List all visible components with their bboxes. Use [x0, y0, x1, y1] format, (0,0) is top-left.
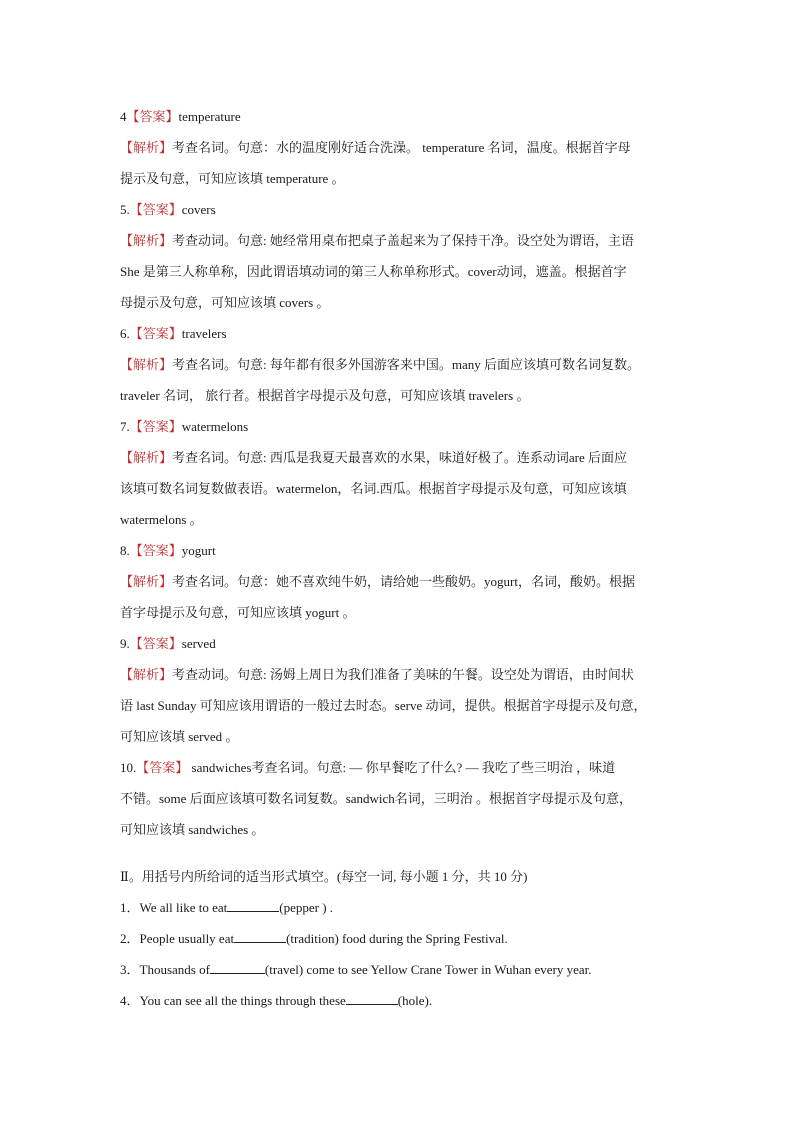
answer-line [120, 132, 676, 163]
answer-tag: 【解析】 [120, 140, 173, 155]
answer-tag: 【解析】 [120, 357, 173, 372]
answer-tag: 【答案】 [126, 109, 179, 124]
answer-line [120, 659, 676, 690]
answer-text: 提示及句意，可知应该填 temperature 。 [120, 171, 345, 186]
answer-text: watermelons 。 [120, 512, 203, 527]
answer-tag: 【答案】 [129, 636, 182, 651]
answer-line [120, 380, 676, 411]
question-number: 7. [120, 419, 130, 434]
answer-text: 考查名词。句意：她不喜欢纯牛奶，请给她一些酸奶。yogurt，名词，酸奶。根据 [172, 574, 635, 589]
answer-text: yogurt [181, 543, 216, 558]
exercise-prompt: 3．Thousands of [120, 962, 210, 977]
answer-line [120, 194, 676, 225]
exercise-item [120, 892, 676, 923]
answer-text: sandwiches考查名词。句意: — 你早餐吃了什么? — 我吃了些三明治 ，味道 [188, 760, 616, 775]
answer-line [120, 597, 676, 628]
answer-text: temperature [178, 109, 241, 124]
answer-text: 考查动词。句意: 汤姆上周日为我们准备了美味的午餐。设空处为谓语，由时间状 [172, 667, 634, 682]
question-number: 9. [120, 636, 130, 651]
exercise-hint: (pepper ) . [279, 900, 334, 915]
answer-text: served [181, 636, 216, 651]
answer-text: 不错。some 后面应该填可数名词复数。sandwich名词，三明治 。根据首字母提示及句意， [120, 791, 633, 806]
answer-tag: 【解析】 [120, 450, 173, 465]
answer-tag: 【答案】 [136, 760, 189, 775]
answer-line [120, 783, 676, 814]
question-number: 10. [120, 760, 137, 775]
answer-blank [210, 961, 265, 974]
answer-block [120, 411, 676, 535]
answer-text: 首字母提示及句意，可知应该填 yogurt 。 [120, 605, 356, 620]
answer-text: 考查名词。句意: 西瓜是我夏天最喜欢的水果，味道好极了。连系动词are 后面应 [172, 450, 627, 465]
answer-line [120, 566, 676, 597]
question-number: 6. [120, 326, 130, 341]
answer-tag: 【解析】 [120, 667, 173, 682]
answer-tag: 【答案】 [129, 326, 182, 341]
answer-blank [346, 992, 398, 1005]
answer-text: covers [181, 202, 216, 217]
answer-blank [227, 899, 279, 912]
answer-text: 母提示及句意，可知应该填 covers 。 [120, 295, 330, 310]
answer-line [120, 473, 676, 504]
answer-line [120, 287, 676, 318]
answer-tag: 【解析】 [120, 574, 173, 589]
exercise-hint: (tradition) food during the Spring Festival. [286, 931, 508, 946]
answer-block [120, 628, 676, 752]
answer-line [120, 535, 676, 566]
answer-text: 考查名词。句意：水的温度刚好适合洗澡。 temperature 名词，温度。根据首字母 [172, 140, 631, 155]
answer-text: 该填可数名词复数做表语。watermelon，名词.西瓜。根据首字母提示及句意，可知应该填 [120, 481, 627, 496]
answer-tag: 【答案】 [129, 419, 182, 434]
answer-line [120, 628, 676, 659]
answer-line [120, 256, 676, 287]
answer-line [120, 504, 676, 535]
answer-line [120, 721, 676, 752]
exercise-prompt: 2．People usually eat [120, 931, 235, 946]
answer-text: She 是第三人称单称，因此谓语填动词的第三人称单称形式。cover动词，遮盖。根据首字 [120, 264, 627, 279]
answer-text: traveler 名词， 旅行者。根据首字母提示及句意，可知应该填 travelers 。 [120, 388, 530, 403]
answer-line [120, 411, 676, 442]
answer-line [120, 814, 676, 845]
answer-text: 语 last Sunday 可知应该用谓语的一般过去时态。serve 动词，提供。根据首字母提示及句意， [120, 698, 647, 713]
exercise-item [120, 985, 676, 1016]
answer-line [120, 349, 676, 380]
answer-text: 可知应该填 sandwiches 。 [120, 822, 265, 837]
answer-line [120, 318, 676, 349]
answer-line [120, 690, 676, 721]
answer-line [120, 225, 676, 256]
question-number: 5. [120, 202, 130, 217]
exercise-item [120, 954, 676, 985]
answer-tag: 【答案】 [129, 202, 182, 217]
answer-block [120, 194, 676, 318]
exercise-prompt: 1．We all like to eat [120, 900, 228, 915]
answer-tag: 【解析】 [120, 233, 173, 248]
section-title: Ⅱ。用括号内所给词的适当形式填空。(每空一词, 每小题 1 分，共 10 分) [120, 869, 528, 884]
exercise-hint: (travel) come to see Yellow Crane Tower in Wuhan every year. [264, 962, 592, 977]
answer-tag: 【答案】 [129, 543, 182, 558]
answer-line [120, 752, 676, 783]
exercise-prompt: 4．You can see all the things through these [120, 993, 346, 1008]
answer-line [120, 163, 676, 194]
answer-block [120, 318, 676, 411]
answer-line [120, 442, 676, 473]
answer-content [120, 101, 676, 1016]
answer-block [120, 535, 676, 628]
answer-block [120, 101, 676, 194]
question-number: 8. [120, 543, 130, 558]
exercise-item [120, 923, 676, 954]
answer-block [120, 752, 676, 845]
answer-text: watermelons [181, 419, 249, 434]
answer-text: 可知应该填 served 。 [120, 729, 239, 744]
answer-line [120, 101, 676, 132]
answer-text: 考查动词。句意: 她经常用桌布把桌子盖起来为了保持干净。设空处为谓语，主语 [172, 233, 634, 248]
answer-text: travelers [181, 326, 227, 341]
question-number: 4 [120, 109, 127, 124]
answer-text: 考查名词。句意: 每年都有很多外国游客来中国。many 后面应该填可数名词复数。 [172, 357, 641, 372]
exercise-hint: (hole). [397, 993, 433, 1008]
answer-blank [234, 930, 286, 943]
